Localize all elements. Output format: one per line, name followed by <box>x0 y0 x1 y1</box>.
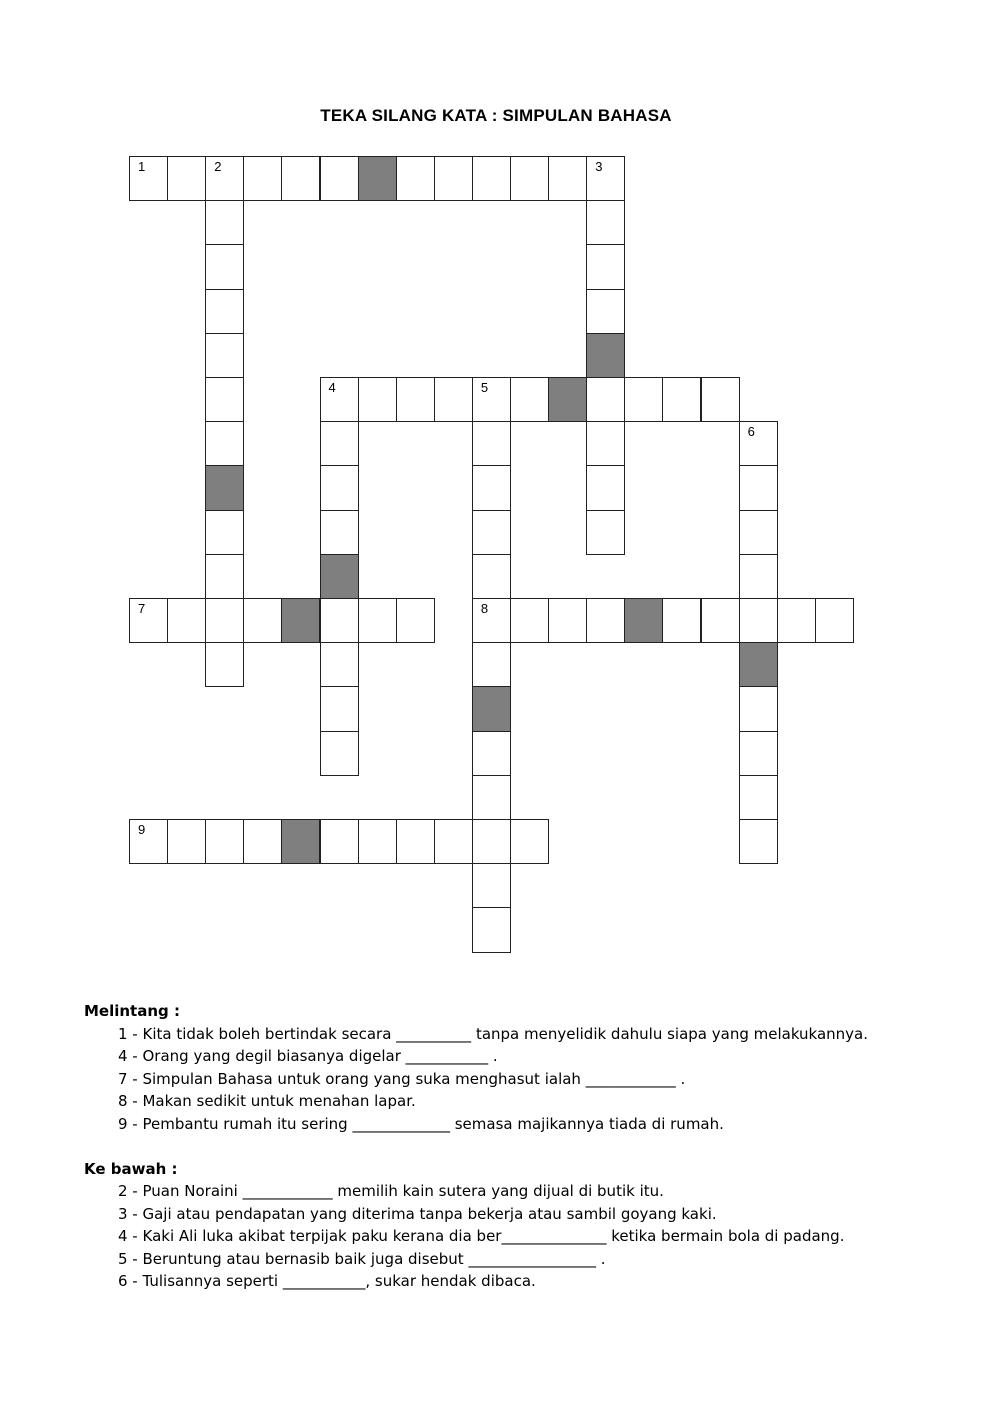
crossword-cell[interactable] <box>205 377 244 422</box>
crossword-cell[interactable] <box>586 244 625 289</box>
across-clue-9: 9 - Pembantu rumah itu sering _____________ semasa majikannya tiada di rumah. <box>118 1114 724 1133</box>
crossword-cell[interactable] <box>586 510 625 555</box>
crossword-cell[interactable] <box>205 642 244 687</box>
crossword-cell[interactable] <box>472 775 511 820</box>
crossword-cell[interactable] <box>320 510 359 555</box>
crossword-cell[interactable] <box>739 465 778 510</box>
crossword-cell[interactable] <box>510 377 549 422</box>
clue-number: 3 <box>595 159 603 174</box>
crossword-cell[interactable] <box>205 554 244 599</box>
crossword-cell[interactable] <box>472 642 511 687</box>
down-clue-list <box>84 1180 984 1293</box>
crossword-cell[interactable] <box>472 554 511 599</box>
crossword-cell[interactable] <box>739 554 778 599</box>
across-clue-7: 7 - Simpulan Bahasa untuk orang yang suka menghasut ialah ____________ . <box>118 1069 686 1088</box>
clue-number: 8 <box>480 601 489 616</box>
crossword-cell[interactable] <box>129 819 168 864</box>
crossword-cell[interactable] <box>586 156 625 201</box>
clue-number: 1 <box>138 159 146 174</box>
crossword-cell[interactable] <box>777 598 816 643</box>
clue-number: 4 <box>328 380 336 395</box>
crossword-cell[interactable] <box>624 377 663 422</box>
crossword-cell[interactable] <box>358 377 397 422</box>
crossword-cell[interactable] <box>586 421 625 466</box>
down-heading: Ke bawah : <box>84 1159 178 1178</box>
crossword-cell[interactable] <box>472 863 511 908</box>
crossword-cell[interactable] <box>167 156 206 201</box>
clue-number: 7 <box>138 601 146 616</box>
crossword-cell[interactable] <box>472 731 511 776</box>
clue-number: 6 <box>747 424 755 440</box>
crossword-cell[interactable] <box>586 200 625 245</box>
crossword-cell[interactable] <box>662 377 701 422</box>
crossword-cell[interactable] <box>739 686 778 731</box>
across-heading: Melintang : <box>84 1002 180 1020</box>
crossword-shaded-cell <box>472 686 511 731</box>
crossword-cell[interactable] <box>320 156 359 201</box>
crossword-shaded-cell <box>548 377 587 422</box>
crossword-cell[interactable] <box>739 775 778 820</box>
page-title: TEKA SILANG KATA : SIMPULAN BAHASA <box>320 106 672 125</box>
crossword-cell[interactable] <box>472 156 511 201</box>
crossword-cell[interactable] <box>281 156 320 201</box>
down-clue-5: 5 - Beruntung atau bernasib baik juga disebut _________________ . <box>118 1249 606 1268</box>
crossword-cell[interactable] <box>205 598 244 643</box>
crossword-cell[interactable] <box>548 156 587 201</box>
crossword-cell[interactable] <box>739 510 778 555</box>
crossword-cell[interactable] <box>320 819 359 864</box>
across-clue-list <box>84 1023 984 1136</box>
crossword-cell[interactable] <box>548 598 587 643</box>
crossword-cell[interactable] <box>434 156 473 201</box>
crossword-shaded-cell <box>205 465 244 510</box>
crossword-cell[interactable] <box>320 465 359 510</box>
crossword-cell[interactable] <box>358 819 397 864</box>
crossword-cell[interactable] <box>510 819 549 864</box>
crossword-cell[interactable] <box>434 819 473 864</box>
down-clue-2: 2 - Puan Noraini ____________ memilih kain sutera yang dijual di butik itu. <box>118 1182 664 1200</box>
crossword-cell[interactable] <box>701 377 740 422</box>
crossword-cell[interactable] <box>586 377 625 422</box>
crossword-cell[interactable] <box>815 598 854 643</box>
crossword-cell[interactable] <box>739 731 778 776</box>
crossword-cell[interactable] <box>472 598 511 643</box>
crossword-cell[interactable] <box>205 421 244 466</box>
crossword-cell[interactable] <box>472 465 511 510</box>
crossword-cell[interactable] <box>662 598 701 643</box>
crossword-cell[interactable] <box>167 598 206 643</box>
crossword-cell[interactable] <box>205 244 244 289</box>
crossword-cell[interactable] <box>243 819 282 864</box>
section-spacer <box>84 1135 984 1158</box>
crossword-cell[interactable] <box>205 333 244 378</box>
clues-section <box>84 1000 984 1293</box>
crossword-cell[interactable] <box>434 377 473 422</box>
crossword-cell[interactable] <box>129 156 168 201</box>
crossword-cell[interactable] <box>396 598 435 643</box>
crossword-cell[interactable] <box>320 421 359 466</box>
crossword-cell[interactable] <box>510 598 549 643</box>
crossword-shaded-cell <box>281 819 320 864</box>
crossword-cell[interactable] <box>320 377 359 422</box>
clue-number: 5 <box>480 380 489 395</box>
crossword-shaded-cell <box>358 156 397 201</box>
crossword-cell[interactable] <box>205 200 244 245</box>
crossword-cell[interactable] <box>472 819 511 864</box>
across-clue-8: 8 - Makan sedikit untuk menahan lapar. <box>118 1092 416 1110</box>
crossword-cell[interactable] <box>472 377 511 422</box>
crossword-shaded-cell <box>624 598 663 643</box>
down-clue-6: 6 - Tulisannya seperti ___________, sukar hendak dibaca. <box>118 1272 536 1290</box>
crossword-cell[interactable] <box>205 510 244 555</box>
crossword-shaded-cell <box>320 554 359 599</box>
crossword-shaded-cell <box>281 598 320 643</box>
crossword-cell[interactable] <box>205 289 244 334</box>
crossword-shaded-cell <box>586 333 625 378</box>
crossword-cell[interactable] <box>243 156 282 201</box>
crossword-cell[interactable] <box>396 377 435 422</box>
crossword-cell[interactable] <box>739 819 778 864</box>
crossword-cell[interactable] <box>358 598 397 643</box>
crossword-cell[interactable] <box>739 421 778 466</box>
clue-number: 9 <box>138 822 146 837</box>
down-clue-3: 3 - Gaji atau pendapatan yang diterima tanpa bekerja atau sambil goyang kaki. <box>118 1204 717 1223</box>
crossword-cell[interactable] <box>586 465 625 510</box>
crossword-cell[interactable] <box>320 686 359 731</box>
down-clue-4: 4 - Kaki Ali luka akibat terpijak paku kerana dia ber______________ ketika bermain bola di padang. <box>118 1227 845 1245</box>
crossword-cell[interactable] <box>320 731 359 776</box>
crossword-cell[interactable] <box>510 156 549 201</box>
crossword-cell[interactable] <box>586 598 625 643</box>
clue-number: 2 <box>214 159 222 174</box>
across-clue-1: 1 - Kita tidak boleh bertindak secara __________ tanpa menyelidik dahulu siapa yang melakukannya. <box>118 1024 869 1043</box>
across-clue-4: 4 - Orang yang degil biasanya digelar ___________ . <box>118 1047 498 1065</box>
crossword-cell[interactable] <box>243 598 282 643</box>
crossword-cell[interactable] <box>205 819 244 864</box>
crossword-cell[interactable] <box>396 156 435 201</box>
crossword-cell[interactable] <box>472 907 511 952</box>
crossword-cell[interactable] <box>472 421 511 466</box>
crossword-cell[interactable] <box>129 598 168 643</box>
crossword-cell[interactable] <box>320 598 359 643</box>
crossword-shaded-cell <box>739 642 778 687</box>
crossword-cell[interactable] <box>205 156 244 201</box>
crossword-cell[interactable] <box>472 510 511 555</box>
crossword-cell[interactable] <box>586 289 625 334</box>
crossword-cell[interactable] <box>396 819 435 864</box>
crossword-cell[interactable] <box>320 642 359 687</box>
crossword-cell[interactable] <box>701 598 740 643</box>
crossword-cell[interactable] <box>167 819 206 864</box>
